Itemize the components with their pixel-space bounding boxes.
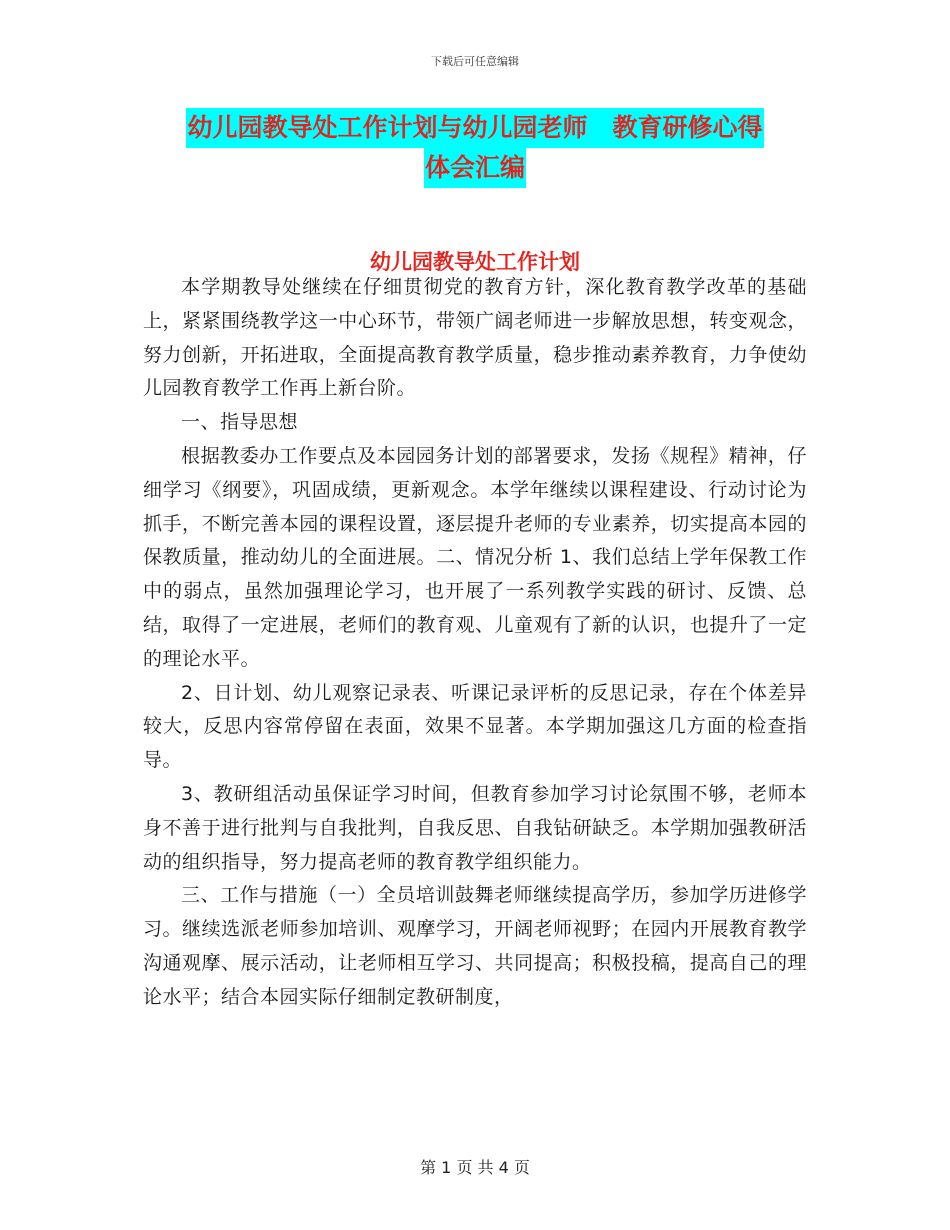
page-header-note: 下载后可任意编辑 — [431, 55, 519, 68]
paragraph-measures: 三、工作与措施（一）全员培训鼓舞老师继续提高学历，参加学历进修学习。继续选派老师参加培训、观摩学习，开阔老师视野；在园内开展教育教学沟通观摩、展示活动，让老师相互学习、共同提高；积极投稿，提高自己的理论水平；结合本园实际仔细制定教研制度， — [143, 884, 807, 1008]
paragraph-intro: 本学期教导处继续在仔细贯彻党的教育方针，深化教育教学改革的基础上，紧紧围绕教学这一中心环节，带领广阔老师进一步解放思想，转变观念，努力创新，开拓进取，全面提高教育教学质量，稳步推动素养教育，力争使幼儿园教育教学工作再上新台阶。 — [143, 276, 807, 400]
document-title — [143, 108, 807, 188]
section-heading: 幼儿园教导处工作计划 — [370, 250, 580, 274]
title-line-2: 体会汇编 — [424, 148, 526, 188]
paragraph-point-2: 2、日计划、幼儿观察记录表、听课记录评析的反思记录，存在个体差异较大，反思内容常停留在表面，效果不显著。本学期加强这几方面的检查指导。 — [143, 681, 807, 772]
paragraph-point-3: 3、教研组活动虽保证学习时间，但教育参加学习讨论氛围不够，老师本身不善于进行批判与自我批判，自我反思、自我钻研缺乏。本学期加强教研活动的组织指导，努力提高老师的教育教学组织能力。 — [143, 782, 807, 873]
title-line-1: 幼儿园教导处工作计划与幼儿园老师 教育研修心得 — [186, 108, 763, 148]
page-number-footer: 第 1 页 共 4 页 — [420, 1158, 530, 1177]
paragraph-guiding-heading: 一、指导思想 — [181, 411, 299, 434]
paragraph-guiding-content: 根据教委办工作要点及本园园务计划的部署要求，发扬《规程》精神，仔细学习《纲要》，巩固成绩，更新观念。本学年继续以课程建设、行动讨论为抓手，不断完善本园的课程设置，逐层提升老师的专业素养，切实提高本园的保教质量，推动幼儿的全面进展。二、情况分析 1、我们总结上学年保教工作中的弱点，虽然加强理论学习，也开展了一系列教学实践的研讨、反馈、总结，取得了一定进展，老师们的教育观、儿童观有了新的认识，也提升了一定的理论水平。 — [143, 444, 807, 670]
document-body — [143, 271, 807, 1015]
